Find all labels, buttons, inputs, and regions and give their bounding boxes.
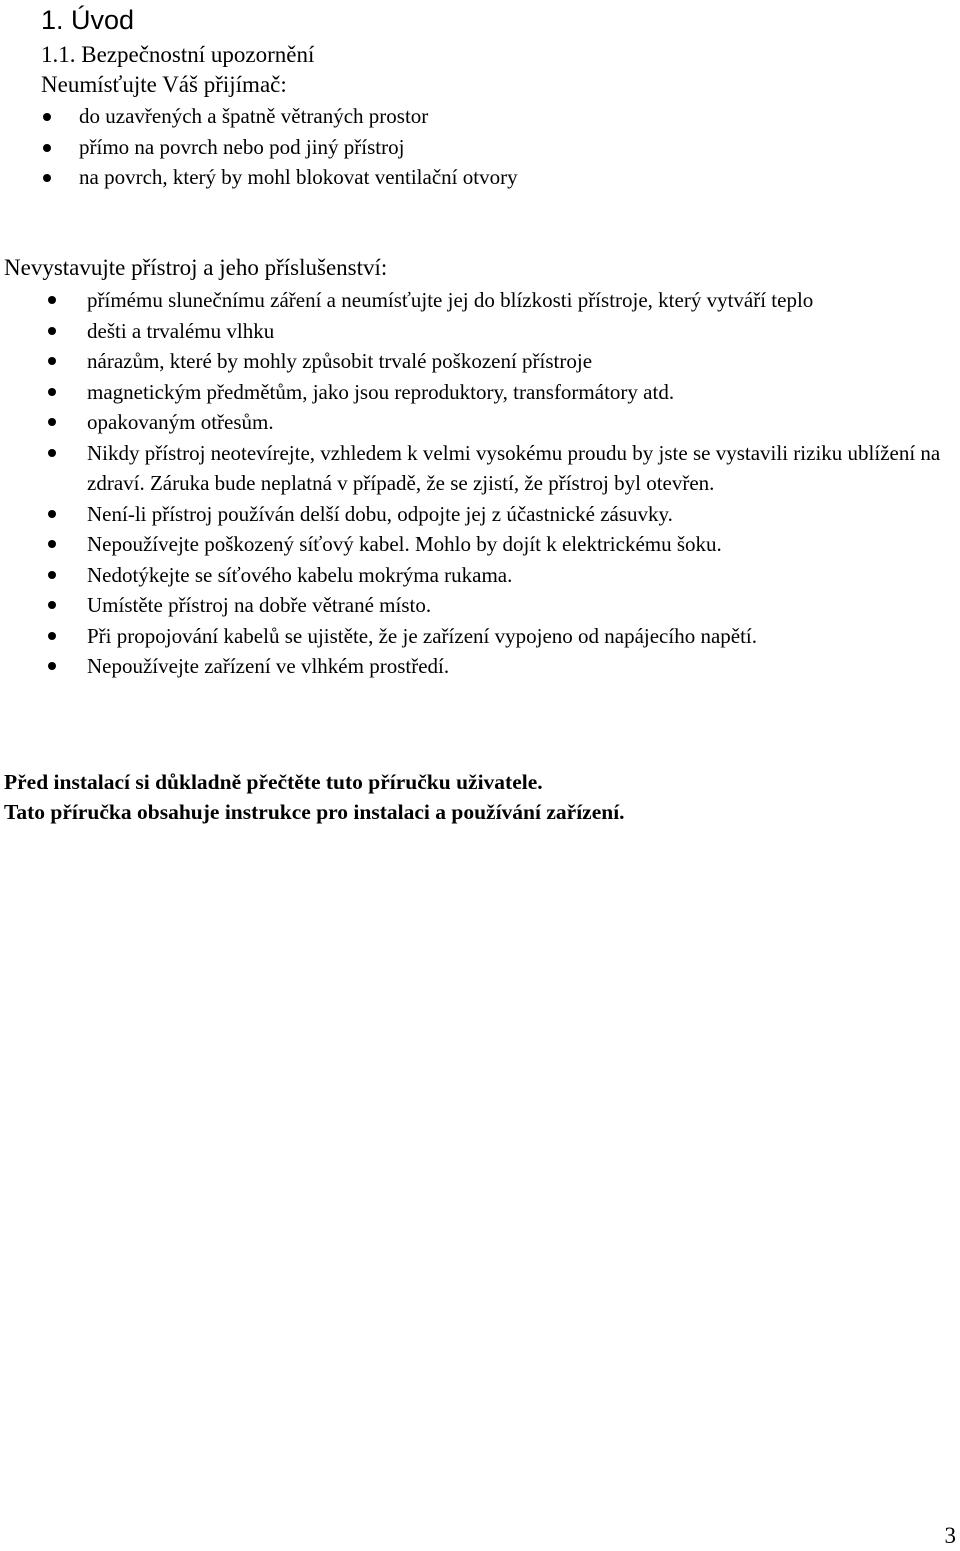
- chapter-heading: 1. Úvod: [41, 5, 135, 35]
- list-item: přímo na povrch nebo pod jiný přístroj: [79, 132, 949, 163]
- list-item: Umístěte přístroj na dobře větrané místo.: [87, 590, 942, 621]
- list-item: Nepoužívejte zařízení ve vlhkém prostředí.: [87, 651, 942, 682]
- list-item: Při propojování kabelů se ujistěte, že je zařízení vypojeno od napájecího napětí.: [87, 621, 942, 652]
- placement-intro: Neumísťujte Váš přijímač:: [41, 72, 287, 97]
- bullet-icon: [48, 388, 56, 396]
- list-item: Nikdy přístroj neotevírejte, vzhledem k velmi vysokému proudu by jste se vystavili riziku ublížení na zdraví. Záruka bude neplatná v případě, že se zjistí, že přístroj byl otevřen.: [87, 438, 942, 499]
- section-heading: 1.1. Bezpečnostní upozornění: [41, 42, 315, 67]
- bullet-icon: [48, 540, 56, 548]
- bullet-icon: [43, 113, 51, 121]
- bullet-icon: [48, 327, 56, 335]
- list-item: opakovaným otřesům.: [87, 407, 942, 438]
- placement-list: [79, 101, 949, 193]
- list-item: dešti a trvalému vlhku: [87, 316, 942, 347]
- bullet-icon: [43, 144, 51, 152]
- list-item: Nedotýkejte se síťového kabelu mokrýma rukama.: [87, 560, 942, 591]
- list-item: do uzavřených a špatně větraných prostor: [79, 101, 949, 132]
- bullet-icon: [48, 601, 56, 609]
- instruction-note: Před instalací si důkladně přečtěte tuto příručku uživatele.: [4, 770, 543, 794]
- bullet-icon: [48, 662, 56, 670]
- exposure-title: Nevystavujte přístroj a jeho příslušenství:: [4, 255, 388, 280]
- list-item: magnetickým předmětům, jako jsou reproduktory, transformátory atd.: [87, 377, 942, 408]
- bullet-icon: [48, 296, 56, 304]
- bullet-icon: [48, 449, 56, 457]
- bullet-icon: [48, 510, 56, 518]
- bullet-icon: [48, 357, 56, 365]
- manual-note: Tato příručka obsahuje instrukce pro instalaci a používání zařízení.: [4, 800, 625, 824]
- bullet-icon: [48, 632, 56, 640]
- page-number: 3: [944, 1523, 956, 1548]
- list-item: Nepoužívejte poškozený síťový kabel. Mohlo by dojít k elektrickému šoku.: [87, 529, 942, 560]
- list-item: přímému slunečnímu záření a neumísťujte jej do blízkosti přístroje, který vytváří teplo: [87, 285, 942, 316]
- bullet-icon: [43, 174, 51, 182]
- list-item: Není-li přístroj používán delší dobu, odpojte jej z účastnické zásuvky.: [87, 499, 942, 530]
- exposure-list: [87, 285, 942, 682]
- bullet-icon: [48, 571, 56, 579]
- bullet-icon: [48, 418, 56, 426]
- list-item: nárazům, které by mohly způsobit trvalé poškození přístroje: [87, 346, 942, 377]
- list-item: na povrch, který by mohl blokovat ventilační otvory: [79, 162, 949, 193]
